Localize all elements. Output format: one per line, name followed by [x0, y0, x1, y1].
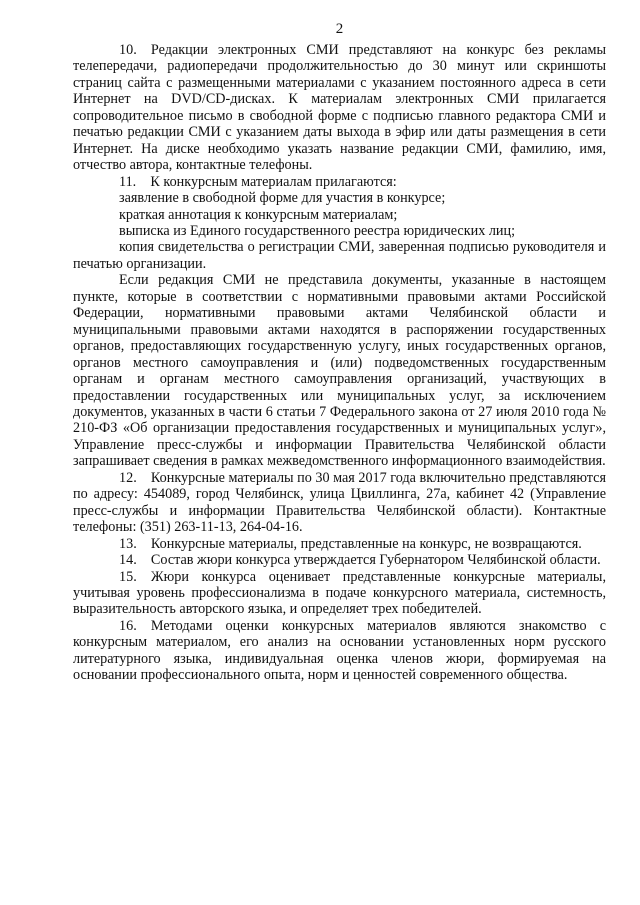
- list-item-certificate-copy: копия свидетельства о регистрации СМИ, заверенная подписью руководителя и печатью организации.: [73, 239, 606, 272]
- paragraph-item-14: 14. Состав жюри конкурса утверждается Губернатором Челябинской области.: [119, 552, 601, 569]
- paragraph-interagency-request: Если редакция СМИ не представила документы, указанные в настоящем пункте, которые в соответствии с нормативными правовыми актами Российской Федерации, нормативными правовыми актами Челябинской области и муниципальными правовыми актами находятся в распоряжении государственных органов, предоставляющих государственную услугу, иных государственных органов, органов местного самоуправления и (или) подведомственных государственным органам и органам местного самоуправления организаций, участвующих в предоставлении государственных или муниципальных услуг, за исключением документов, указанных в части 6 статьи 7 Федерального закона от 27 июля 2010 года № 210-ФЗ «Об организации предоставления государственных и муниципальных услуг», Управление пресс-службы и информации Правительства Челябинской области запрашивает сведения в рамках межведомственного информационного взаимодействия.: [73, 272, 606, 470]
- paragraph-item-11: 11. К конкурсным материалам прилагаются:: [119, 173, 397, 190]
- paragraph-item-16: 16. Методами оценки конкурсных материалов являются знакомство с конкурсным материалом, его анализ на основании установленных норм русского литературного языка, индивидуальная оценка членов жюри, формируемая на основании профессионального опыта, норм и ценностей современного общества.: [73, 617, 606, 684]
- page-number: 2: [335, 21, 344, 37]
- list-item-annotation: краткая аннотация к конкурсным материалам;: [119, 206, 398, 223]
- paragraph-item-10: 10. Редакции электронных СМИ представляют на конкурс без рекламы телепередачи, радиопередачи продолжительностью до 30 минут или скриншоты страниц сайта с размещенными материалами с указанием постоянного адреса в сети Интернет на DVD/CD-дисках. К материалам электронных СМИ прилагается сопроводительное письмо в свободной форме с подписью главного редактора СМИ и печатью редакции СМИ с указанием даты выхода в эфир или даты размещения в сети Интернет. На диске необходимо указать название редакции СМИ, фамилию, имя, отчество автора, контактные телефоны.: [73, 42, 606, 174]
- paragraph-item-13: 13. Конкурсные материалы, представленные на конкурс, не возвращаются.: [119, 535, 582, 552]
- paragraph-item-12: 12. Конкурсные материалы по 30 мая 2017 года включительно представляются по адресу: 454089, город Челябинск, улица Цвиллинга, 27а, кабинет 42 (Управление пресс-службы и информации Правительства Челябинской области). Контактные телефоны: (351) 263-11-13, 264-04-16.: [73, 469, 606, 536]
- paragraph-item-15: 15. Жюри конкурса оценивает представленные конкурсные материалы, учитывая уровень профессионализма в подаче конкурсного материала, системность, выразительность авторского языка, и определяет трех победителей.: [73, 568, 606, 618]
- list-item-register-extract: выписка из Единого государственного реестра юридических лиц;: [119, 222, 516, 239]
- list-item-application: заявление в свободной форме для участия в конкурсе;: [119, 190, 446, 207]
